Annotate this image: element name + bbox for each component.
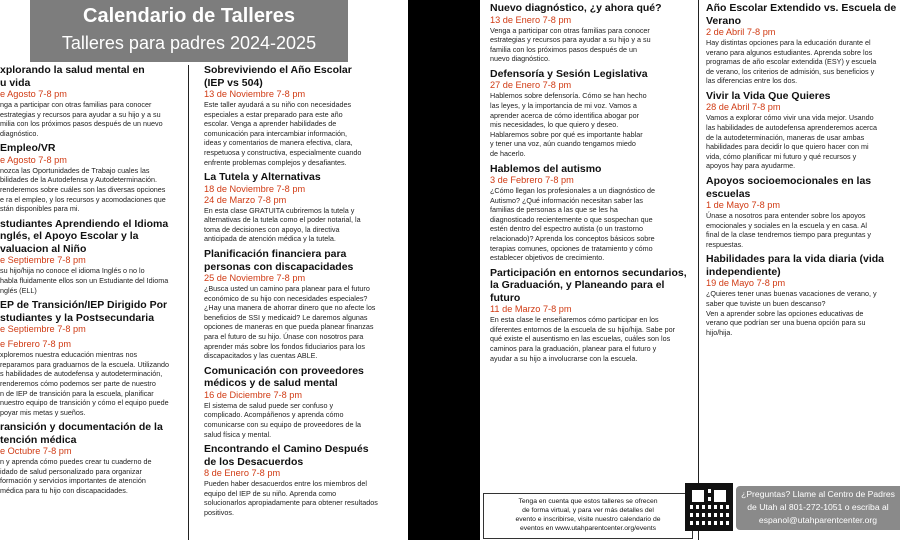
workshop-date: e Octubre 7-8 pm [0,446,72,457]
workshop-title: studiantes Aprendiendo el Idioma nglés, el Apoyo Escolar y la valuacion al Niño [0,217,169,255]
workshop-entry [0,339,186,417]
workshop-entry [204,365,404,439]
workshop-description: ¿Cómo llegan los profesionales a un diagnóstico de Autismo? ¿Qué información necesitan saber las familias de personas a las que se les ha diagnosticado recientemente o que sospechan que estén dentro del espectro autista (o un trastorno relacionado)? Aprenda los conceptos básicos sobre terapias comunes, opciones de tratamiento y cómo establecer objetivos de crecimiento. [490,186,656,263]
workshop-description: nozca las Oportunidades de Trabajo cuales las bilidades de la Autodefensa y Autodeterminación. renderemos sobre cuáles son las diversas opciones e ra el empleo, y los recursos y acomodaciones que stán disponibles para mi. [0,165,166,214]
workshop-description: su hijo/hija no conoce el idioma Inglés o no lo habla fluidamente ellos son un Estudiante del Idioma nglés (ELL) [0,266,169,295]
workshop-date: 13 de Noviembre 7-8 pm [204,89,306,99]
workshop-entry [706,2,898,86]
workshop-title: EP de Transición/IEP Dirigido Por studiantes y la Postsecundaria [0,299,168,324]
page-subtitle: Talleres para padres 2024-2025 [61,33,317,53]
workshop-description: Vamos a explorar cómo vivir una vida mejor. Usando las habilidades de autodefensa aprenderemos acerca de la autodeterminación, maneras de usar ambas habilidades para decidir lo que quiero hacer con mi vida, cómo planificar mi futuro y qué recursos y apoyos hay para ayudarme. [706,113,878,171]
workshop-entry [0,299,186,335]
calendar-page-right [480,0,900,540]
workshop-date: e Agosto 7-8 pm [0,154,67,165]
workshop-description: xploremos nuestra educación mientras nos reparamos para graduarnos de la escuela. Utilizando s habilidades de autodefensa y autodeterminación, renderemos cómo podemos ser parte de nuestro n de IEP de transición para la escuela, planificar nuestro equipo de transición y cómo el equipo puede poyar mis metas y sueños. [0,350,170,417]
workshop-entry [0,142,186,213]
column-divider [188,65,189,540]
workshop-date: 28 de Abril 7-8 pm [706,102,781,113]
workshop-description: Pueden haber desacuerdos entre los miembros del equipo del IEP de su niño. Aprenda como solucionarlos apropiadamente para obtener resultados positivos. [204,479,378,517]
workshop-entry [0,64,186,138]
workshop-entry [0,421,186,495]
workshop-entry [706,253,898,337]
workshop-title: Habilidades para la vida diaria (vida independiente) [706,253,884,278]
workshop-description: Únase a nosotros para entender sobre los apoyos emocionales y sociales en la escuela y en casa. Al final de la clase tendremos tiempo para preguntas y respuestas. [706,211,872,249]
workshop-title: Apoyos socioemocionales en las escuelas [706,175,872,200]
workshop-title: La Tutela y Alternativas [204,171,321,184]
workshop-title: Año Escolar Extendido vs. Escuela de Verano [706,2,897,27]
workshop-description: ¿Quieres tener unas buenas vacaciones de verano, y saber que tuviste un buen descanso? Ven a aprender sobre las opciones educativas de verano que podrían ser una buena opción para su hijo/hija. [706,289,877,337]
workshop-entry [0,218,186,295]
workshop-title: Comunicación con proveedores médicos y de salud mental [204,364,364,390]
workshop-entry [204,443,404,517]
workshop-description: n y aprenda cómo puedes crear tu cuaderno de idado de salud personalizado para organizar formación y servicios importantes de atención médica para tu hijo con discapacidades. [0,457,152,496]
workshop-title: Vivir la Vida Que Quieres [706,89,831,102]
workshop-title: ransición y documentación de la tención médica [0,421,163,446]
workshop-entry [706,175,898,249]
workshop-date: 16 de Diciembre 7-8 pm [204,389,303,400]
workshop-title: Hablemos del autismo [490,162,602,175]
workshop-title: Planificación financiera para personas con discapacidades [204,248,354,273]
workshop-description: En esta clase le enseñaremos cómo participar en los diferentes entornos de la escuela de su hijo/hija. Sabe por qué existe el ausentismo en las escuelas, cuáles son los caminos para la graduación, planear para el futuro y ayudar a su hijo a involucrarse con la escuela. [490,315,676,363]
workshop-date: 2 de Abril 7-8 pm [706,27,776,37]
workshop-date: e Septiembre 7-8 pm [0,255,86,266]
workshop-column-2 [204,64,404,522]
workshop-entry [490,68,694,159]
workshop-date: 25 de Noviembre 7-8 pm [204,273,306,284]
workshop-date: e Agosto 7-8 pm [0,89,67,99]
workshop-date: 18 de Noviembre 7-8 pm 24 de Marzo 7-8 pm [204,183,306,205]
workshop-title: Sobreviviendo el Año Escolar (IEP vs 504) [204,64,352,89]
workshop-date: 11 de Marzo 7-8 pm [490,304,572,315]
workshop-title: Nuevo diagnóstico, ¿y ahora qué? [490,2,662,14]
workshop-date: 8 de Enero 7-8 pm [204,468,281,479]
workshop-title: Participación en entornos secundarios, la Graduación, y Planeando para el futuro [490,266,687,304]
workshop-title: Encontrando el Camino Después de los Desacuerdos [204,443,369,468]
page-title: Calendario de Talleres [83,5,295,27]
workshop-entry [490,163,694,263]
workshop-entry [490,2,694,64]
workshop-date: 19 de Mayo 7-8 pm [706,278,786,289]
workshop-description: Hay distintas opciones para la educación durante el verano para algunos estudiantes. Aprenda sobre los programas de año escolar extendida (ESY) y escuela de verano, los criterios de admisión, sus beneficios y las diferencias entre los dos. [706,38,877,86]
workshop-entry [490,267,694,363]
workshop-column-4 [706,2,898,341]
workshop-description: Hablemos sobre defensoría. Cómo se han hecho las leyes, y la importancia de mi voz. Vamos a aprender acerca de cómo identifica abogar por mis necesidades, lo que quiero y deseo. Hablaremos sobre por qué es importante hablar y tener una voz, aún cuando tengamos miedo de hacerlo. [490,91,647,158]
workshop-description: Venga a participar con otras familias para conocer estrategias y recursos para ayudar a su hijo y a su familia con los próximos pasos después de un nuevo diagnóstico. [490,25,651,64]
workshop-description: Este taller ayudará a su niño con necesidades especiales a estar preparado para este año escolar. Venga a aprender habilidades de comunicación para intercambiar información, ideas y comentarios de manera efectiva, clara, respetuosa y constructiva, especialmente cuando enfrente problemas complejos y desafiantes. [204,100,362,167]
contact-box: ¿Preguntas? Llame al Centro de Padres de Utah al 801-272-1051 o escriba al espanol@utahparentcenter.org [736,486,900,530]
workshop-date: 27 de Enero 7-8 pm [490,80,572,91]
workshop-description: ¿Busca usted un camino para planear para el futuro económico de su hijo con necesidades especiales? ¿Hay una manera de ahorrar dinero que no afecte los beneficios de SSI y medicaid? Le daremos algunas opciones de maneras en que pueda planear finanzas para el futuro de su hijo. Únase con nosotros para aprender más sobre los fondos fiduciarios para los discapacitados y las cuentas ABLE. [204,284,376,361]
workshop-column-1 [0,64,186,500]
workshop-column-3 [490,2,694,367]
workshop-title: xplorando la salud mental en u vida [0,64,145,89]
workshop-title: Defensoría y Sesión Legislativa [490,67,648,80]
workshop-date: 13 de Enero 7-8 pm [490,14,572,25]
workshop-description: El sistema de salud puede ser confuso y complicado. Acompáñenos y aprenda cómo comunicarse con su equipo de proveedores de la salud física y mental. [204,400,362,439]
workshop-entry [706,90,898,171]
workshop-date: e Febrero 7-8 pm [0,339,71,350]
virtual-events-note: Tenga en cuenta que estos talleres se ofrecen de forma virtual, y para ver más detalles del evento e inscribirse, visite nuestro calendario de eventos en www.utahparentcenter.org/events [483,493,693,539]
workshop-entry [204,248,404,361]
header-banner [30,0,348,62]
workshop-description: En esta clase GRATUITA cubriremos la tutela y alternativas de la tutela como el poder notarial, la toma de decisiones con apoyo, la directiva anticipada de atención médica y la tutela. [204,205,361,244]
workshop-description: nga a participar con otras familias para conocer estrategias y recursos para ayudar a su hijo y a su milia con los próximos pasos después de un nuevo diagnóstico. [0,100,163,138]
workshop-title: Empleo/VR [0,142,56,155]
workshop-entry [204,171,404,244]
calendar-page-left [0,0,408,540]
qr-code-icon [685,483,733,531]
workshop-date: 3 de Febrero 7-8 pm [490,175,574,186]
column-divider [698,0,699,540]
workshop-date: e Septiembre 7-8 pm [0,324,86,335]
workshop-date: 1 de Mayo 7-8 pm [706,200,781,211]
workshop-entry [204,64,404,167]
